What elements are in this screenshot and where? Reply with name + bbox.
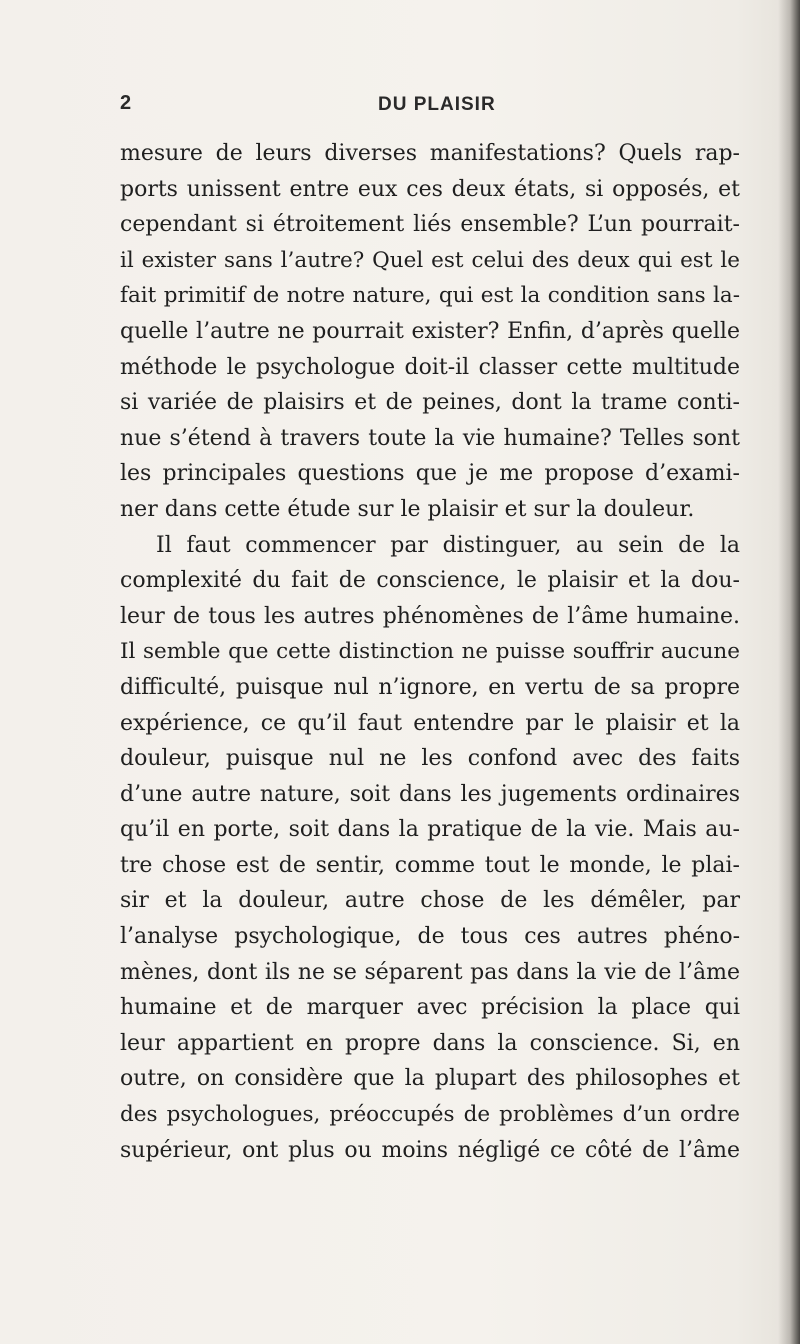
- text-line: mènes, dont ils ne se séparent pas dans la vie de l’âme: [120, 959, 740, 985]
- page-number: 2: [120, 92, 132, 114]
- paragraph-start-line: Il faut commencer par distinguer, au sein de la: [156, 532, 740, 558]
- text-line: expérience, ce qu’il faut entendre par le plaisir et la: [120, 710, 740, 736]
- text-line: méthode le psychologue doit-il classer cette multitude: [120, 354, 740, 380]
- page-edge-shadow: [778, 0, 800, 1344]
- text-line: leur de tous les autres phénomènes de l’âme humaine.: [120, 603, 740, 629]
- text-line: il exister sans l’autre? Quel est celui des deux qui est le: [120, 247, 740, 273]
- text-line: cependant si étroitement liés ensemble? L’un pourrait-: [120, 212, 740, 238]
- text-line: difficulté, puisque nul n’ignore, en vertu de sa propre: [120, 674, 740, 700]
- text-line: qu’il en porte, soit dans la pratique de la vie. Mais au-: [120, 817, 740, 843]
- text-line: leur appartient en propre dans la conscience. Si, en: [120, 1030, 740, 1056]
- text-line: d’une autre nature, soit dans les jugements ordinaires: [120, 781, 740, 807]
- text-line: ports unissent entre eux ces deux états, si opposés, et: [120, 176, 740, 202]
- text-line: Il semble que cette distinction ne puisse souffrir aucune: [120, 639, 740, 665]
- page-header: [0, 92, 800, 122]
- text-line: humaine et de marquer avec précision la place qui: [120, 995, 740, 1021]
- text-line: sir et la douleur, autre chose de les démêler, par: [120, 888, 740, 914]
- text-line: douleur, puisque nul ne les confond avec des faits: [120, 746, 740, 772]
- text-line: outre, on considère que la plupart des philosophes et: [120, 1066, 740, 1092]
- text-line: fait primitif de notre nature, qui est la condition sans la-: [120, 283, 740, 309]
- text-line: si variée de plaisirs et de peines, dont la trame conti-: [120, 390, 740, 416]
- body-text: [120, 136, 740, 1168]
- text-line: nue s’étend à travers toute la vie humaine? Telles sont: [120, 425, 740, 451]
- text-line: des psychologues, préoccupés de problèmes d’un ordre: [120, 1102, 740, 1128]
- text-line: l’analyse psychologique, de tous ces autres phéno-: [120, 924, 740, 950]
- text-line: complexité du fait de conscience, le plaisir et la dou-: [120, 568, 740, 594]
- text-line: supérieur, ont plus ou moins négligé ce côté de l’âme: [120, 1137, 740, 1163]
- text-line: quelle l’autre ne pourrait exister? Enfin, d’après quelle: [120, 318, 740, 344]
- text-line: mesure de leurs diverses manifestations? Quels rap-: [120, 141, 740, 166]
- text-line: ner dans cette étude sur le plaisir et sur la douleur.: [120, 496, 695, 522]
- text-line: tre chose est de sentir, comme tout le monde, le plai-: [120, 852, 740, 878]
- running-title: DU PLAISIR: [378, 94, 496, 115]
- text-line: les principales questions que je me propose d’exami-: [120, 461, 740, 487]
